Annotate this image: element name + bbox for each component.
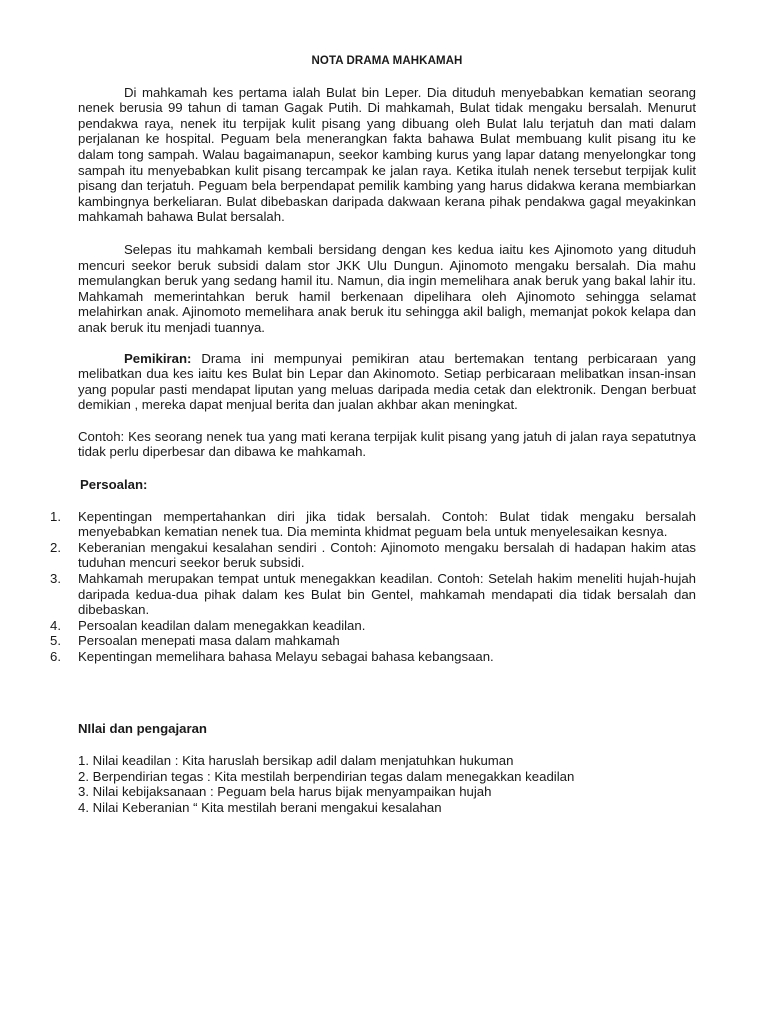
list-item-number: 2. — [50, 539, 61, 555]
paragraph-contoh: Contoh: Kes seorang nenek tua yang mati kerana terpijak kulit pisang yang jatuh di jalan raya sepatutnya tidak perlu diperbesar dan dibawa ke mahkamah. — [78, 428, 696, 460]
list-item — [50, 571, 696, 618]
list-item — [50, 633, 696, 649]
document-title: NOTA DRAMA MAHKAMAH — [311, 55, 463, 67]
list-item-text: Persoalan menepati masa dalam mahkamah — [78, 633, 340, 649]
list-item-text: Mahkamah merupakan tempat untuk menegakkan keadilan. Contoh: Setelah hakim meneliti hujah-hujah daripada kedua-dua pihak dalam kes Bulat bin Gentel, mahkamah mendapati dia tidak bersalah dan dibebaskan. — [78, 571, 696, 618]
list-item-number: 6. — [50, 649, 61, 664]
paragraph-case-two: Selepas itu mahkamah kembali bersidang dengan kes kedua iaitu kes Ajinomoto yang dituduh mencuri seekor beruk subsidi dalam stor JKK Ulu Dungun. Ajinomoto mengaku bersalah. Dia mahu memulangkan beruk yang sedang hamil itu. Namun, dia ingin memelihara anak beruk yang bakal lahir itu. Mahkamah memerintahkan beruk hamil berkenaan dipelihara oleh Ajinomoto sehingga selamat melahirkan anak. Ajinomoto memelihara anak beruk itu sehingga akil baligh, memanjat pokok kelapa dan anak beruk itu menjadi tuannya. — [78, 241, 696, 335]
list-item-number: 5. — [50, 633, 61, 649]
list-item-text: Kepentingan memelihara bahasa Melayu sebagai bahasa kebangsaan. — [78, 649, 494, 664]
list-item-text: Kepentingan mempertahankan diri jika tidak bersalah. Contoh: Bulat tidak mengaku bersalah menyebabkan kematian nenek tua. Dia meminta khidmat peguam bela untuk menyelesaikan kesnya. — [78, 508, 696, 540]
nilai-item: 2. Berpendirian tegas : Kita mestilah berpendirian tegas dalam menegakkan keadilan — [78, 768, 575, 784]
list-item-number: 4. — [50, 617, 61, 633]
nilai-item: 4. Nilai Keberanian “ Kita mestilah berani mengakui kesalahan — [78, 799, 442, 815]
list-item — [50, 617, 696, 634]
nilai-item: 1. Nilai keadilan : Kita haruslah bersikap adil dalam menjatuhkan hukuman — [78, 753, 514, 769]
pemikiran-text: Drama ini mempunyai pemikiran atau bertemakan tentang perbicaraan yang melibatkan dua kes iaitu kes Bulat bin Lepar dan Akinomoto. Setiap perbicaraan melibatkan insan-insan yang popular pasti mendapat liputan yang meluas daripada media cetak dan elektronik. Dengan berbuat demikian , mereka dapat menjual berita dan jualan akhbar akan meningkat. — [78, 350, 696, 413]
persoalan-heading: Persoalan: — [80, 477, 148, 493]
paragraph-pemikiran — [78, 351, 696, 413]
nilai-list — [78, 753, 696, 815]
persoalan-list — [50, 508, 696, 665]
nilai-heading: NIlai dan pengajaran — [78, 720, 207, 736]
list-item-text: Persoalan keadilan dalam menegakkan keadilan. — [78, 617, 366, 633]
list-item-number: 1. — [50, 508, 61, 524]
list-item — [50, 508, 696, 540]
list-item — [50, 649, 696, 665]
list-item-number: 3. — [50, 571, 61, 587]
paragraph-case-one: Di mahkamah kes pertama ialah Bulat bin Leper. Dia dituduh menyebabkan kematian seorang nenek berusia 99 tahun di taman Gagak Putih. Di mahkamah, Bulat tidak mengaku bersalah. Menurut pendakwa raya, nenek itu terpijak kulit pisang yang dibuang oleh Bulat lalu terjatuh dan mati dalam perjalanan ke hospital. Peguam bela menerangkan fakta bahawa Bulat membuang kulit pisang itu ke dalam tong sampah. Walau bagaimanapun, seekor kambing kurus yang lapar datang menyelongkar tong sampah itu menyebabkan kulit pisang tercampak ke jalan raya. Ketika itulah nenek tersebut terpijak kulit pisang dan terjatuh. Peguam bela berpendapat pemilik kambing yang harus didakwa kerana membiarkan kambingnya berkeliaran. Bulat dibebaskan daripada dakwaan kerana pihak pendakwa gagal meyakinkan mahkamah bahawa Bulat bersalah. — [78, 84, 696, 225]
nilai-item: 3. Nilai kebijaksanaan : Peguam bela harus bijak menyampaikan hujah — [78, 784, 492, 800]
list-item — [50, 539, 696, 571]
pemikiran-label: Pemikiran: — [124, 350, 192, 366]
list-item-text: Keberanian mengakui kesalahan sendiri . Contoh: Ajinomoto mengaku bersalah di hadapan hakim atas tuduhan mencuri seekor beruk subsidi. — [78, 539, 696, 571]
